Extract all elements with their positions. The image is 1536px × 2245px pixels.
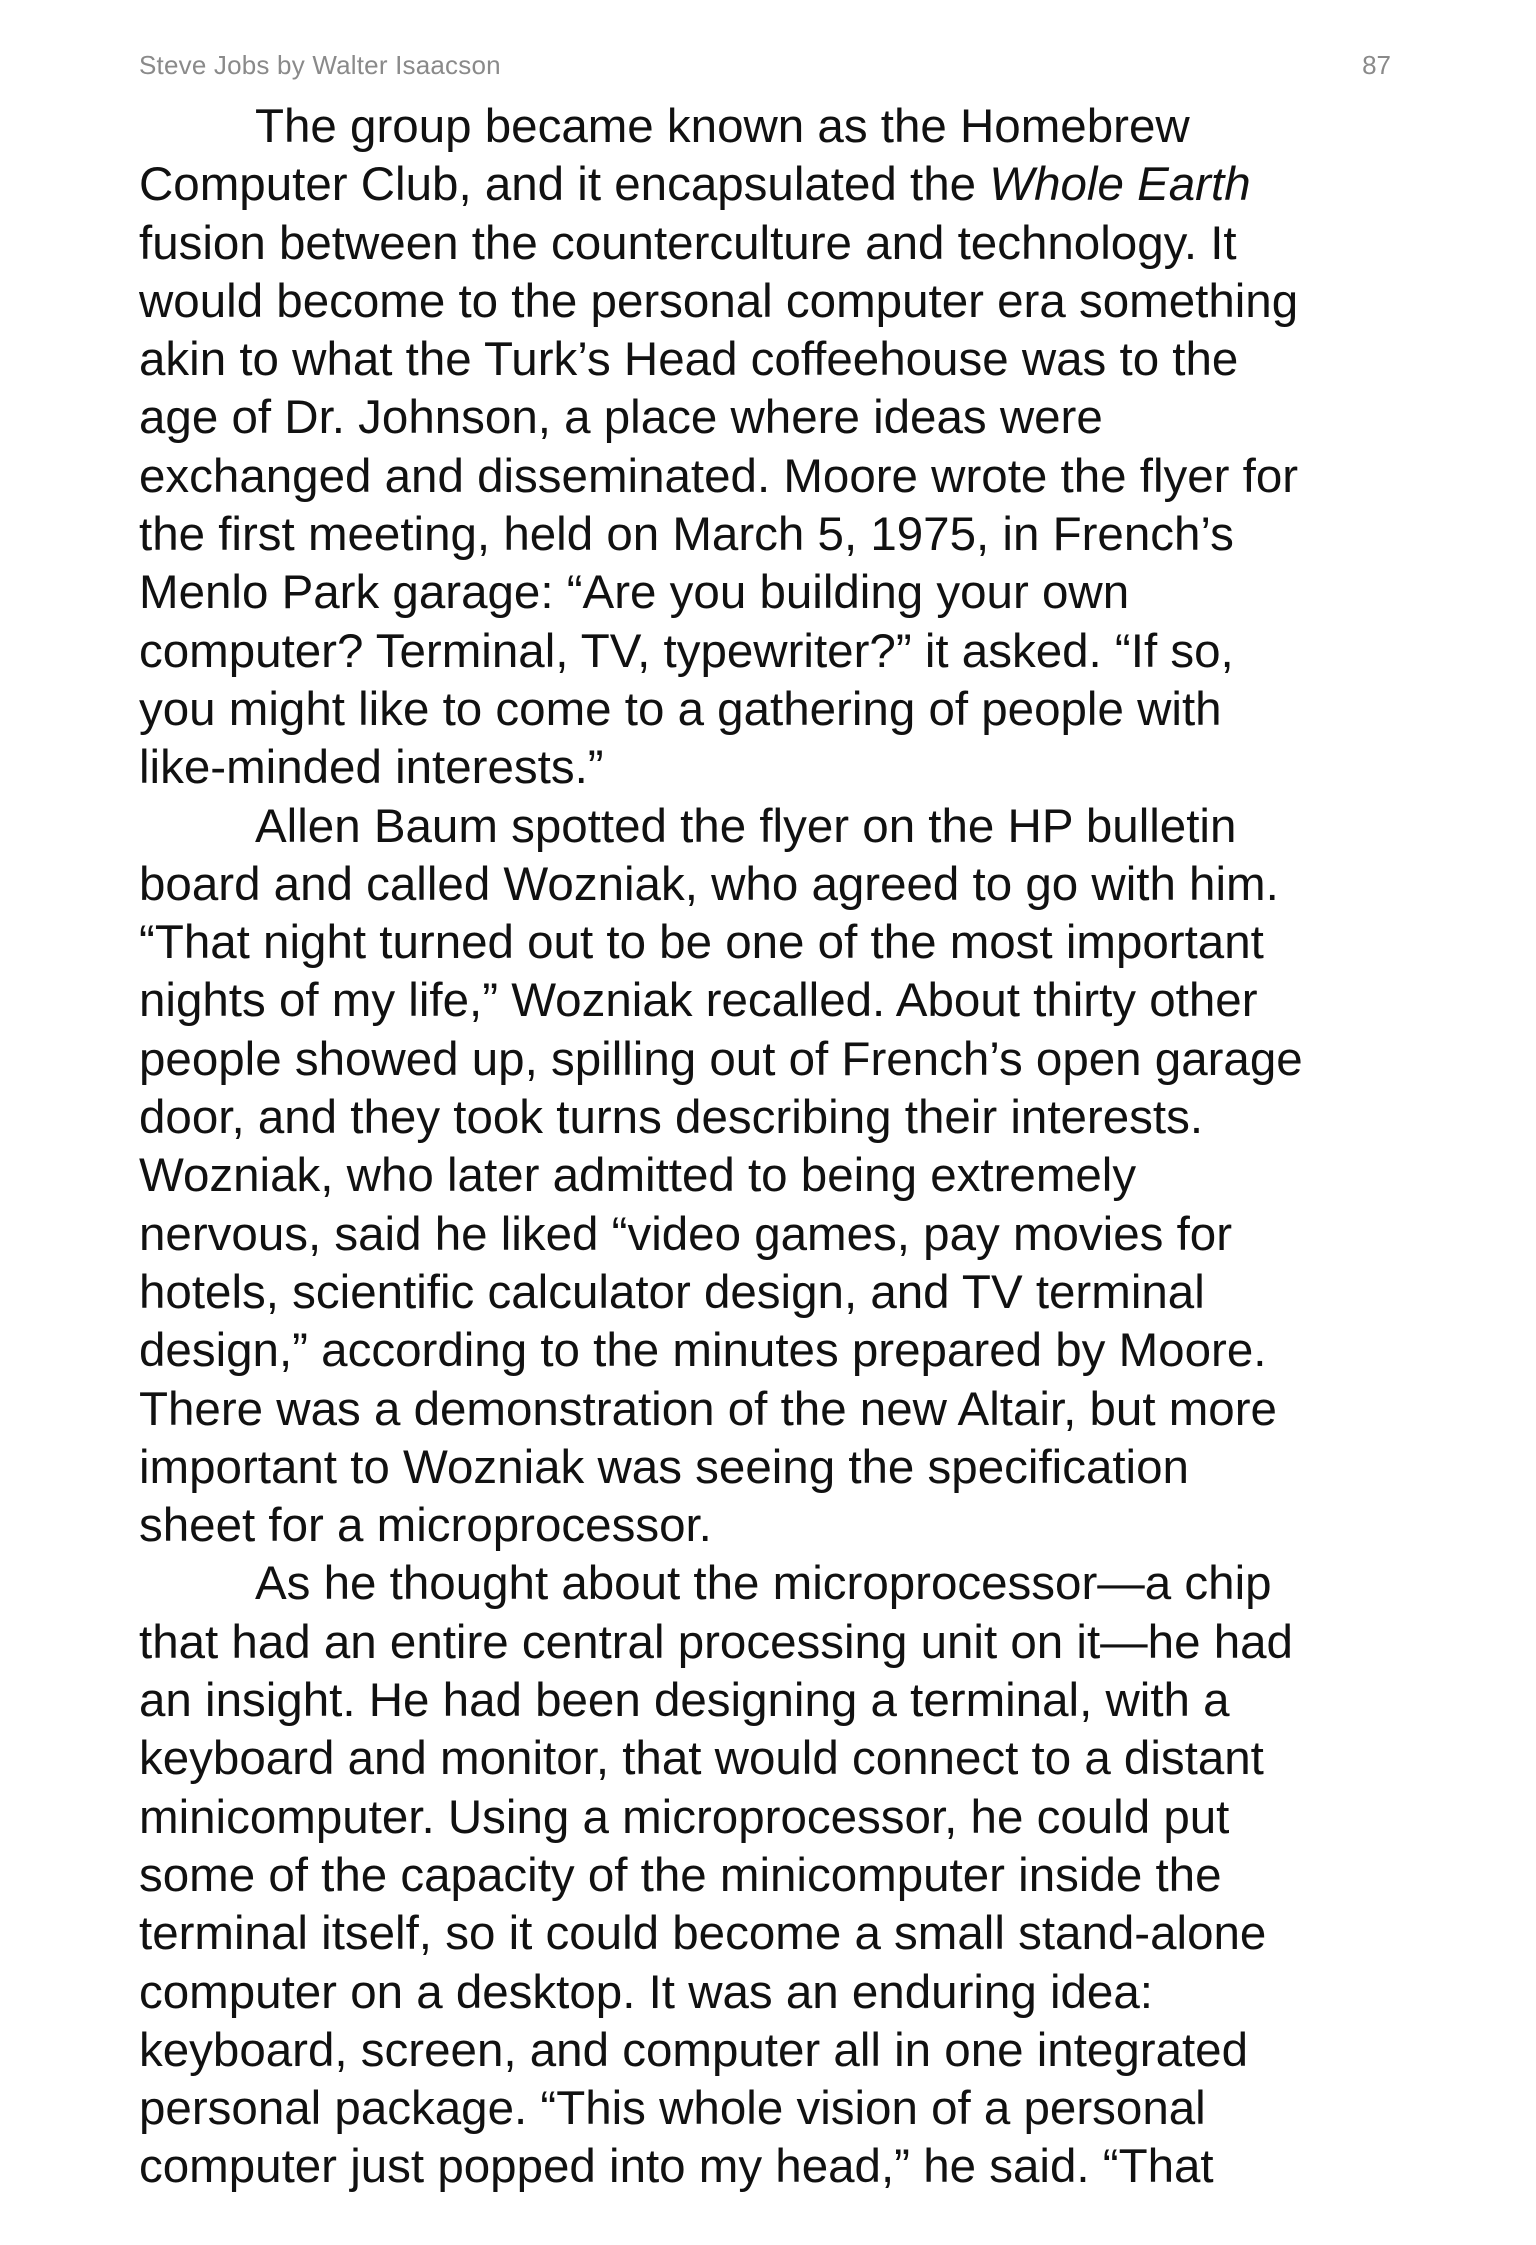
text-line: you might like to come to a gathering of people with [139, 682, 1222, 736]
text-segment: Computer Club, and it encapsulated the [139, 158, 990, 212]
text-line: computer? Terminal, TV, typewriter?” it asked. “If so, [139, 624, 1234, 678]
text-line: nervous, said he liked “video games, pay movies for [139, 1207, 1233, 1261]
page-header [139, 50, 1391, 84]
page-number: 87 [1362, 50, 1391, 80]
text-line: would become to the personal computer era something [139, 274, 1299, 328]
text-line: the first meeting, held on March 5, 1975, in French’s [139, 508, 1234, 562]
text-line: personal package. “This whole vision of a personal [139, 2082, 1206, 2136]
text-line: akin to what the Turk’s Head coffeehouse was to the [139, 333, 1239, 387]
text-line: As he thought about the microprocessor—a chip [255, 1557, 1272, 1611]
paragraph [139, 1555, 1391, 2196]
text-line: Allen Baum spotted the flyer on the HP bulletin [255, 799, 1237, 853]
italic-phrase: Whole Earth [989, 158, 1251, 212]
text-line: keyboard and monitor, that would connect to a distant [139, 1732, 1264, 1786]
text-line: keyboard, screen, and computer all in one integrated [139, 2023, 1249, 2077]
text-line: people showed up, spilling out of French’s open garage [139, 1032, 1303, 1086]
text-line: important to Wozniak was seeing the specification [139, 1440, 1189, 1494]
paragraph [139, 798, 1391, 1556]
text-line: some of the capacity of the minicomputer inside the [139, 1848, 1222, 1902]
text-line: fusion between the counterculture and technology. It [139, 216, 1237, 270]
text-line: minicomputer. Using a microprocessor, he could put [139, 1790, 1230, 1844]
text-line: design,” according to the minutes prepared by Moore. [139, 1324, 1267, 1378]
book-title: Steve Jobs by Walter Isaacson [139, 50, 501, 80]
text-line: There was a demonstration of the new Altair, but more [139, 1382, 1277, 1436]
text-line: that had an entire central processing unit on it—he had [139, 1615, 1293, 1669]
text-line: sheet for a microprocessor. [139, 1499, 712, 1553]
text-line: Menlo Park garage: “Are you building your own [139, 566, 1130, 620]
text-line: door, and they took turns describing their interests. [139, 1091, 1204, 1145]
text-line: “That night turned out to be one of the most important [139, 916, 1264, 970]
text-line: like-minded interests.” [139, 741, 604, 795]
text-line: age of Dr. Johnson, a place where ideas were [139, 391, 1103, 445]
page-body [139, 98, 1391, 2197]
text-line [139, 156, 1391, 214]
text-line: terminal itself, so it could become a small stand-alone [139, 1907, 1267, 1961]
text-line: computer on a desktop. It was an enduring idea: [139, 1965, 1153, 2019]
text-line: computer just popped into my head,” he said. “That [139, 2140, 1214, 2194]
text-line: The group became known as the Homebrew [255, 100, 1190, 153]
text-line: board and called Wozniak, who agreed to go with him. [139, 857, 1279, 911]
text-line: nights of my life,” Wozniak recalled. About thirty other [139, 974, 1258, 1028]
text-line: Wozniak, who later admitted to being extremely [139, 1149, 1137, 1203]
text-line: hotels, scientific calculator design, and TV terminal [139, 1265, 1205, 1319]
paragraph [139, 98, 1391, 798]
text-line: exchanged and disseminated. Moore wrote the flyer for [139, 449, 1299, 503]
text-line: an insight. He had been designing a terminal, with a [139, 1674, 1230, 1728]
